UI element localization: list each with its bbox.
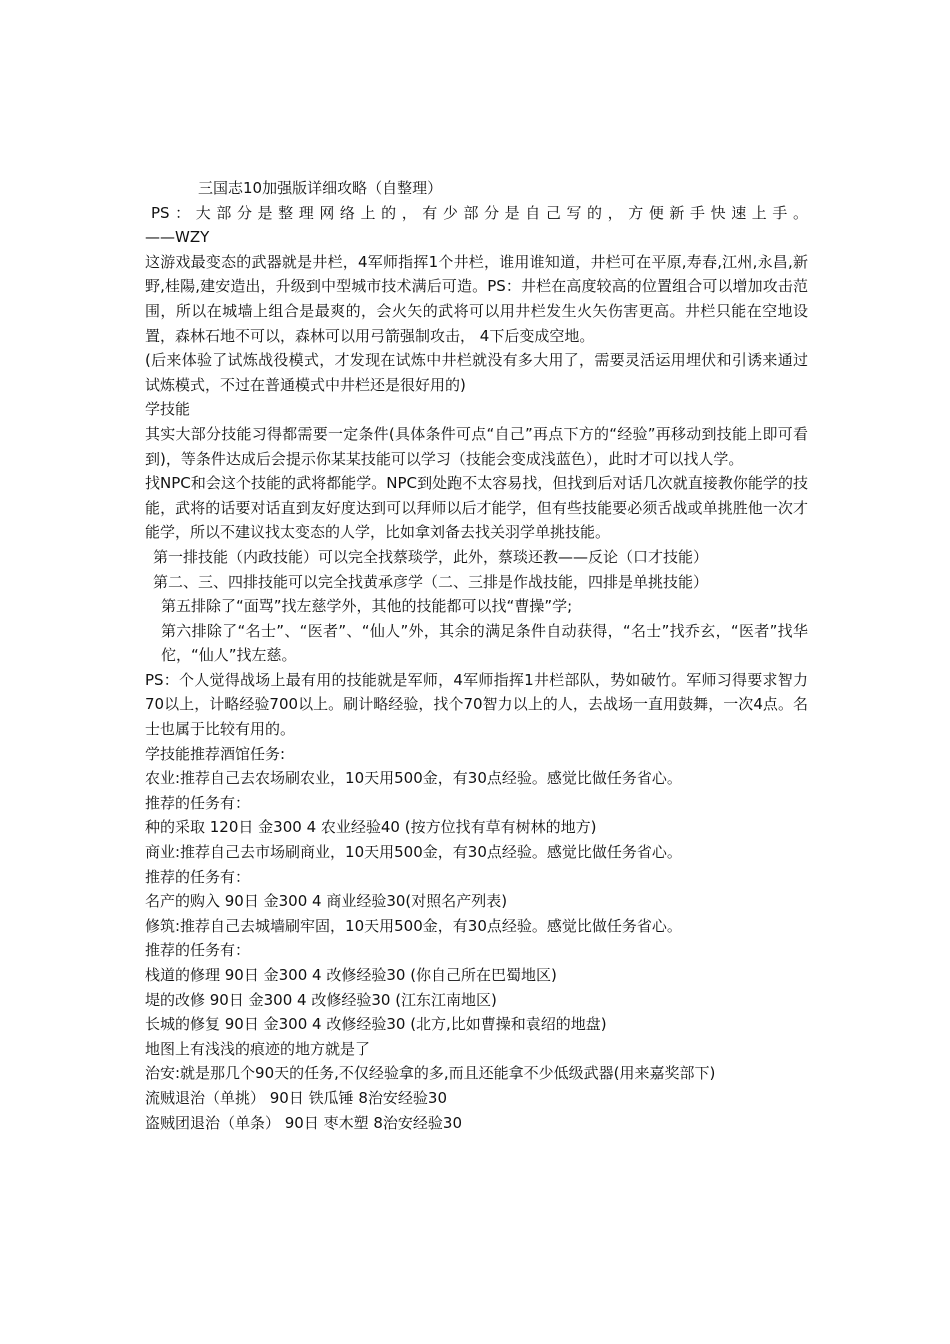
- heading-tavern-tasks: 学技能推荐酒馆任务:: [145, 744, 286, 763]
- security-note: 治安:就是那几个90天的任务,不仅经验拿的多,而且还能拿不少低级武器(用来嘉奖部下): [145, 1064, 716, 1083]
- document-body: [145, 176, 808, 1135]
- task-seed-collection: 种的采取 120日 金300 4 农业经验40 (按方位找有草有树林的地方): [145, 818, 597, 837]
- skill-row-2-4: 第二、三、四排技能可以完全找黄承彦学（二、三排是作战技能，四排是单挑技能）: [153, 572, 709, 591]
- agriculture-note: 农业:推荐自己去农场刷农业，10天用500金，有30点经验。感觉比做任务省心。: [145, 769, 682, 788]
- document-title: 三国志10加强版详细攻略（自整理）: [198, 179, 443, 197]
- skill-row-5: 第五排除了“面骂”找左慈学外，其他的技能都可以找“曹操”学;: [161, 597, 573, 616]
- task-great-wall-repair: 长城的修复 90日 金300 4 改修经验30 (北方,比如曹操和袁绍的地盘): [145, 1015, 607, 1034]
- task-dike-repair: 堤的改修 90日 金300 4 改修经验30 (江东江南地区): [145, 990, 497, 1009]
- skill-row-1: 第一排技能（内政技能）可以完全找蔡琰学，此外，蔡琰还教——反论（口才技能）: [153, 547, 709, 566]
- author-signature: ——WZY: [145, 228, 210, 247]
- skill-row-6: 第六排除了“名士”、“医者”、“仙人”外，其余的满足条件自动获得，“名士”找乔玄，“医者”找华佗，“仙人”找左慈。: [161, 621, 808, 665]
- paragraph-skill-conditions: 其实大部分技能习得都需要一定条件(具体条件可点“自己”再点下方的“经验”再移动到技能上即可看到)，等条件达成后会提示你某某技能可以学习（技能会变成浅蓝色），此时才可以找人学。: [145, 424, 808, 468]
- ps-military-advisor: PS：个人觉得战场上最有用的技能就是军师，4军师指挥1井栏部队，势如破竹。军师习得要求智力70以上，计略经验700以上。刷计略经验，找个70智力以上的人，去战场一直用鼓舞，一次4点。名士也属于比较有用的。: [145, 670, 808, 739]
- task-bandit-gang-suppression: 盗贼团退治（单条） 90日 枣木塑 8治安经验30: [145, 1113, 463, 1132]
- map-hint: 地图上有浅浅的痕迹的地方就是了: [145, 1039, 371, 1058]
- paragraph-trial-mode: (后来体验了试炼战役模式，才发现在试炼中井栏就没有多大用了，需要灵活运用埋伏和引诱来通过试炼模式，不过在普通模式中井栏还是很好用的): [145, 351, 808, 394]
- ps-intro: PS：大部分是整理网络上的，有少部分是自己写的，方便新手快速上手。: [151, 203, 808, 222]
- task-plank-road-repair: 栈道的修理 90日 金300 4 改修经验30 (你自己所在巴蜀地区): [145, 966, 557, 984]
- paragraph-skill-teachers: 找NPC和会这个技能的武将都能学。NPC到处跑不太容易找，但找到后对话几次就直接教你能学的技能，武将的话要对话直到友好度达到可以拜师以后才能学，但有些技能要必须舌战或单挑胜他一次才能学，所以不建议找太变态的人学，比如拿刘备去找关羽学单挑技能。: [145, 474, 808, 542]
- paragraph-fence: 这游戏最变态的武器就是井栏，4军师指挥1个井栏，谁用谁知道，井栏可在平原,寿春,江州,永昌,新野,桂陽,建安造出，升级到中型城市技术满后可造。PS：井栏在高度较高的位置组合可以增加攻击范围，所以在城墙上组合是最爽的，会火矢的武将可以用井栏发生火矢伤害更高。井栏只能在空地设置，森林石地不可以，森林可以用弓箭强制攻击， 4下后变成空地。: [145, 252, 808, 345]
- commerce-note: 商业:推荐自己去市场刷商业，10天用500金，有30点经验。感觉比做任务省心。: [145, 843, 682, 862]
- recommended-label: 推荐的任务有：: [145, 793, 251, 812]
- recommended-label: 推荐的任务有：: [145, 941, 251, 960]
- recommended-label: 推荐的任务有：: [145, 867, 251, 886]
- task-specialty-purchase: 名产的购入 90日 金300 4 商业经验30(对照名产列表): [145, 892, 508, 911]
- heading-learn-skills: 学技能: [145, 400, 191, 419]
- repair-note: 修筑:推荐自己去城墙刷牢固，10天用500金，有30点经验。感觉比做任务省心。: [145, 916, 682, 935]
- task-bandit-suppression: 流贼退治（单挑） 90日 铁瓜锤 8治安经验30: [145, 1088, 448, 1107]
